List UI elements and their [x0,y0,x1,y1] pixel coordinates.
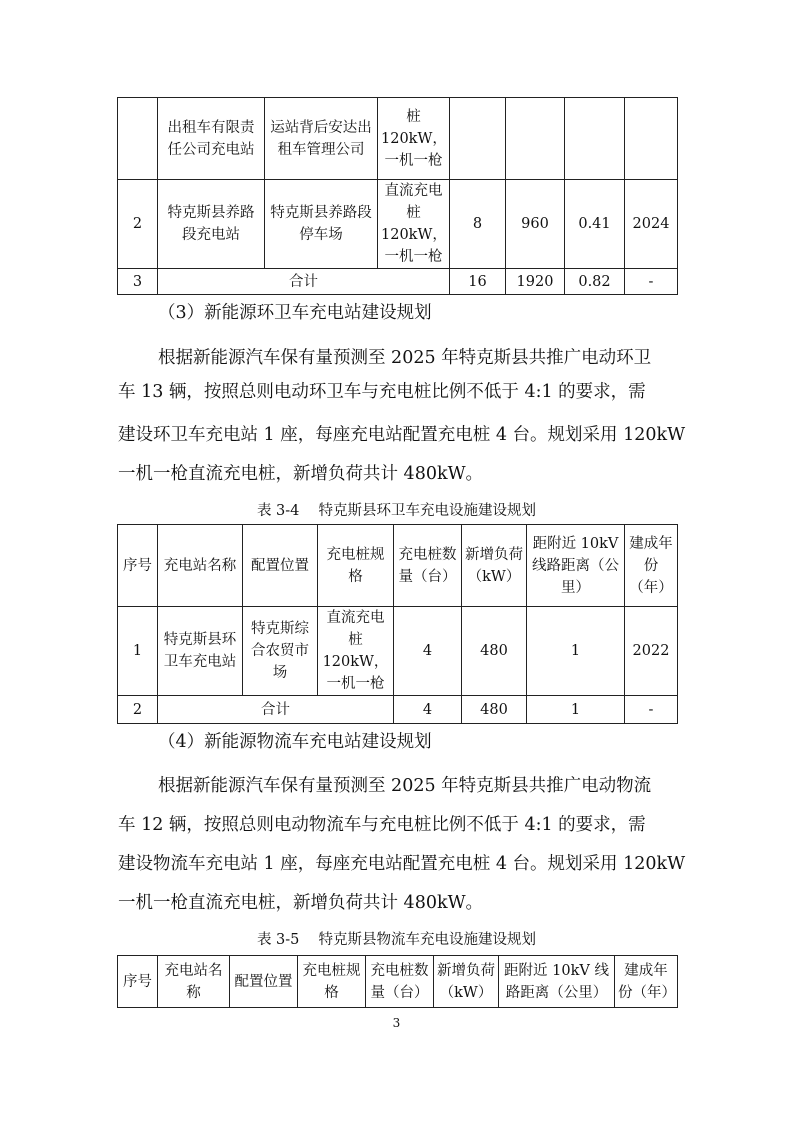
header-count: 充电桩数量（台） [366,956,434,1008]
cell-distance: 0.82 [565,269,625,295]
cell-count: 8 [450,180,506,269]
paragraph-line: 车 13 辆，按照总则电动环卫车与充电桩比例不低于 4:1 的要求，需 [118,382,646,402]
cell-load [506,98,565,180]
cell-distance [565,98,625,180]
paragraph-line: 根据新能源汽车保有量预测至 2025 年特克斯县共推广电动物流 [158,776,652,796]
cell-no: 2 [118,180,158,269]
header-location: 配置位置 [230,956,298,1008]
table-row [118,607,678,696]
header-distance: 距附近 10kV 线路距离（公里） [499,956,615,1008]
cell-load: 1920 [506,269,565,295]
table-header-row [118,956,678,1008]
paragraph-line: 一机一枪直流充电桩，新增负荷共计 480kW。 [118,893,484,913]
header-spec: 充电桩规格 [298,956,366,1008]
section-heading-logistics: （4）新能源物流车充电站建设规划 [158,732,432,752]
cell-count: 4 [394,607,462,696]
header-distance: 距附近 10kV 线路距离（公里） [527,525,625,607]
cell-year: 2024 [625,180,678,269]
table-row [118,180,678,269]
paragraph-line: 建设物流车充电站 1 座，每座充电站配置充电桩 4 台。规划采用 120kW [118,854,686,874]
cell-distance: 1 [527,696,625,724]
cell-spec: 桩 120kW，一机一枪 [378,98,450,180]
header-year: 建成年份（年） [625,525,678,607]
header-count: 充电桩数量（台） [394,525,462,607]
cell-location: 特克斯县养路段停车场 [265,180,378,269]
cell-year: 2022 [625,607,678,696]
table-header-row [118,525,678,607]
cell-no [118,98,158,180]
cell-load: 960 [506,180,565,269]
table-charging-continuation [117,97,678,295]
header-spec: 充电桩规格 [318,525,394,607]
section-heading-sanitation: （3）新能源环卫车充电站建设规划 [158,303,432,323]
cell-total-label: 合计 [158,269,450,295]
header-no: 序号 [118,956,158,1008]
cell-spec: 直流充电桩 120kW，一机一枪 [378,180,450,269]
header-no: 序号 [118,525,158,607]
table-logistics-charging [117,955,678,1008]
cell-spec: 直流充电桩 120kW，一机一枪 [318,607,394,696]
cell-no: 1 [118,607,158,696]
page-number: 3 [392,1016,401,1030]
paragraph-line: 车 12 辆，按照总则电动物流车与充电桩比例不低于 4:1 的要求，需 [118,815,646,835]
table-caption: 表 3-5 特克斯县物流车充电设施建设规划 [256,932,537,948]
paragraph-line: 建设环卫车充电站 1 座，每座充电站配置充电桩 4 台。规划采用 120kW [118,425,686,445]
cell-no: 3 [118,269,158,295]
cell-count: 16 [450,269,506,295]
table-caption: 表 3-4 特克斯县环卫车充电设施建设规划 [256,503,537,519]
paragraph-line: 根据新能源汽车保有量预测至 2025 年特克斯县共推广电动环卫 [158,348,652,368]
paragraph-line: 一机一枪直流充电桩，新增负荷共计 480kW。 [118,464,484,484]
header-load: 新增负荷（kW） [462,525,527,607]
cell-year: - [625,696,678,724]
cell-distance: 0.41 [565,180,625,269]
cell-station-name: 特克斯县环卫车充电站 [158,607,243,696]
cell-load: 480 [462,607,527,696]
table-sanitation-charging [117,524,678,724]
cell-location: 运站背后安达出租车管理公司 [265,98,378,180]
cell-count: 4 [394,696,462,724]
cell-distance: 1 [527,607,625,696]
header-year: 建成年份（年） [615,956,678,1008]
cell-location: 特克斯综合农贸市场 [243,607,318,696]
cell-load: 480 [462,696,527,724]
header-load: 新增负荷（kW） [434,956,499,1008]
header-station-name: 充电站名称 [158,956,230,1008]
header-station-name: 充电站名称 [158,525,243,607]
header-location: 配置位置 [243,525,318,607]
cell-no: 2 [118,696,158,724]
cell-year: - [625,269,678,295]
table-row [118,98,678,180]
cell-count [450,98,506,180]
cell-total-label: 合计 [158,696,394,724]
table-total-row [118,696,678,724]
cell-station-name: 特克斯县养路段充电站 [158,180,265,269]
cell-station-name: 出租车有限责任公司充电站 [158,98,265,180]
table-total-row [118,269,678,295]
cell-year [625,98,678,180]
